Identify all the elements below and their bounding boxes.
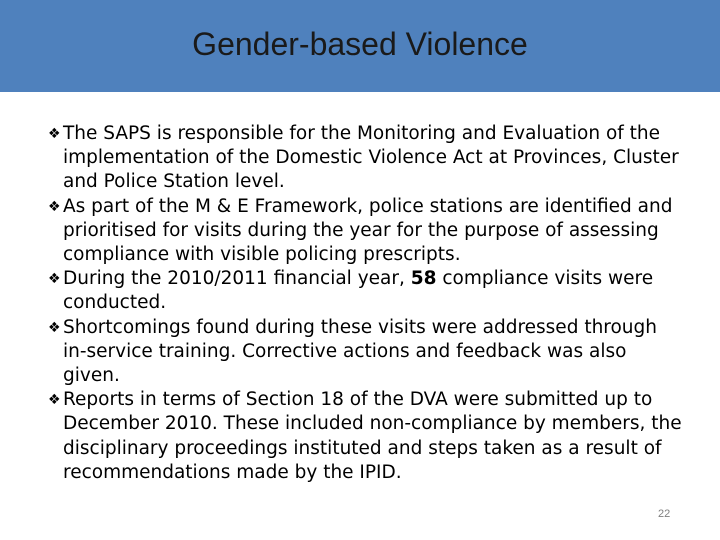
diamond-bullet-icon: ❖ (48, 392, 61, 409)
diamond-bullet-icon: ❖ (48, 319, 61, 336)
diamond-bullet-icon: ❖ (48, 126, 61, 142)
bullet-text: The SAPS is responsible for the Monitoring and Evaluation of the implementation of the Domestic Violence Act at Provinces, Cluster and Police Station level. (63, 123, 679, 193)
diamond-bullet-icon: ❖ (48, 271, 61, 288)
bullet-item (48, 195, 684, 268)
page-number: 22 (658, 508, 671, 520)
visit-count: 58 (410, 268, 437, 290)
bullet-item (48, 122, 684, 195)
bullet-text-pre: During the 2010/2011 financial year, (63, 268, 411, 290)
bullet-text: Reports in terms of Section 18 of the DVA were submitted up to December 2010. These included non-compliance by members, the disciplinary proceedings instituted and steps taken as a result of recommendations made by the IPID. (63, 389, 682, 483)
bullet-item (48, 267, 684, 315)
bullet-text: Shortcomings found during these visits were addressed through in-service training. Corrective actions and feedback was also given. (63, 316, 658, 387)
slide-title: Gender-based Violence (192, 25, 528, 62)
bullet-item (48, 388, 684, 485)
bullet-text: As part of the M & E Framework, police stations are identified and prioritised for visits during the year for the purpose of assessing compliance with visible policing prescripts. (63, 195, 673, 266)
bullet-item (48, 316, 684, 389)
title-band (0, 0, 720, 92)
diamond-bullet-icon: ❖ (48, 198, 61, 215)
bullet-text-post: compliance visits were conducted. (63, 268, 654, 314)
bullet-list (48, 122, 684, 485)
